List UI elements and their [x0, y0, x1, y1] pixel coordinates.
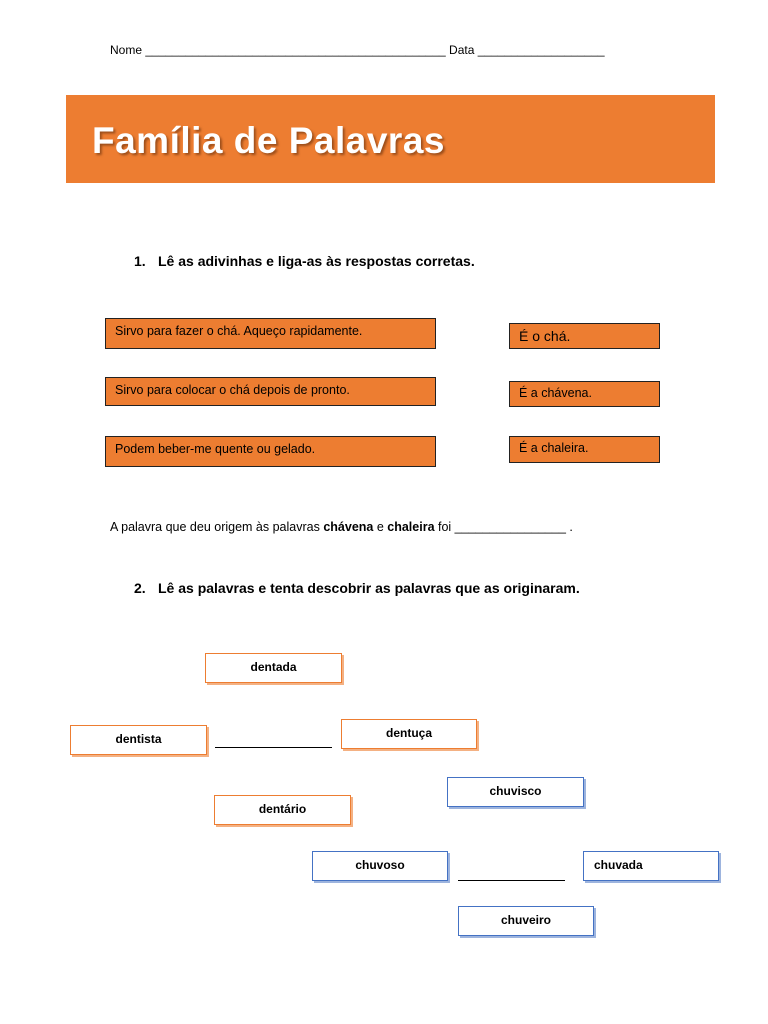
- header-name-date: [110, 43, 605, 57]
- word-box-chuveiro[interactable]: chuveiro: [458, 906, 594, 936]
- answer-line-chuva[interactable]: [458, 880, 565, 881]
- riddle-box-1[interactable]: Sirvo para fazer o chá. Aqueço rapidamente.: [105, 318, 436, 349]
- answer-box-3[interactable]: É a chaleira.: [509, 436, 660, 463]
- name-label: Nome: [110, 43, 143, 57]
- word-box-dentista[interactable]: dentista: [70, 725, 207, 755]
- question-1-title: [134, 253, 475, 269]
- question-1-number: 1.: [134, 253, 146, 269]
- word-box-chuvada[interactable]: chuvada: [583, 851, 719, 881]
- page-title: Família de Palavras: [92, 120, 445, 161]
- date-blank[interactable]: ___________________: [477, 43, 605, 57]
- sentence-part-3[interactable]: foi ________________ .: [434, 520, 573, 534]
- question-2-title: [134, 580, 580, 596]
- sentence-word-chavena: chávena: [323, 520, 374, 534]
- answer-box-1[interactable]: É o chá.: [509, 323, 660, 349]
- sentence-part-1: A palavra que deu origem às palavras: [110, 520, 324, 534]
- riddle-box-3[interactable]: Podem beber-me quente ou gelado.: [105, 436, 436, 467]
- word-box-dentario[interactable]: dentário: [214, 795, 351, 825]
- answer-line-dente[interactable]: [215, 747, 332, 748]
- question-2-text: Lê as palavras e tenta descobrir as palavras que as originaram.: [158, 580, 580, 596]
- name-blank[interactable]: _____________________________________________: [145, 43, 446, 57]
- word-box-chuvisco[interactable]: chuvisco: [447, 777, 584, 807]
- word-box-dentada[interactable]: dentada: [205, 653, 342, 683]
- answer-box-2[interactable]: É a chávena.: [509, 381, 660, 407]
- sentence-word-chaleira: chaleira: [387, 520, 435, 534]
- riddle-box-2[interactable]: Sirvo para colocar o chá depois de pronto.: [105, 377, 436, 406]
- sentence-part-2: e: [373, 520, 388, 534]
- question-1-text: Lê as adivinhas e liga-as às respostas corretas.: [158, 253, 475, 269]
- date-label: Data: [449, 43, 475, 57]
- question-2-number: 2.: [134, 580, 146, 596]
- word-box-chuvoso[interactable]: chuvoso: [312, 851, 448, 881]
- word-box-dentuca[interactable]: dentuça: [341, 719, 477, 749]
- fill-in-sentence: [110, 520, 573, 534]
